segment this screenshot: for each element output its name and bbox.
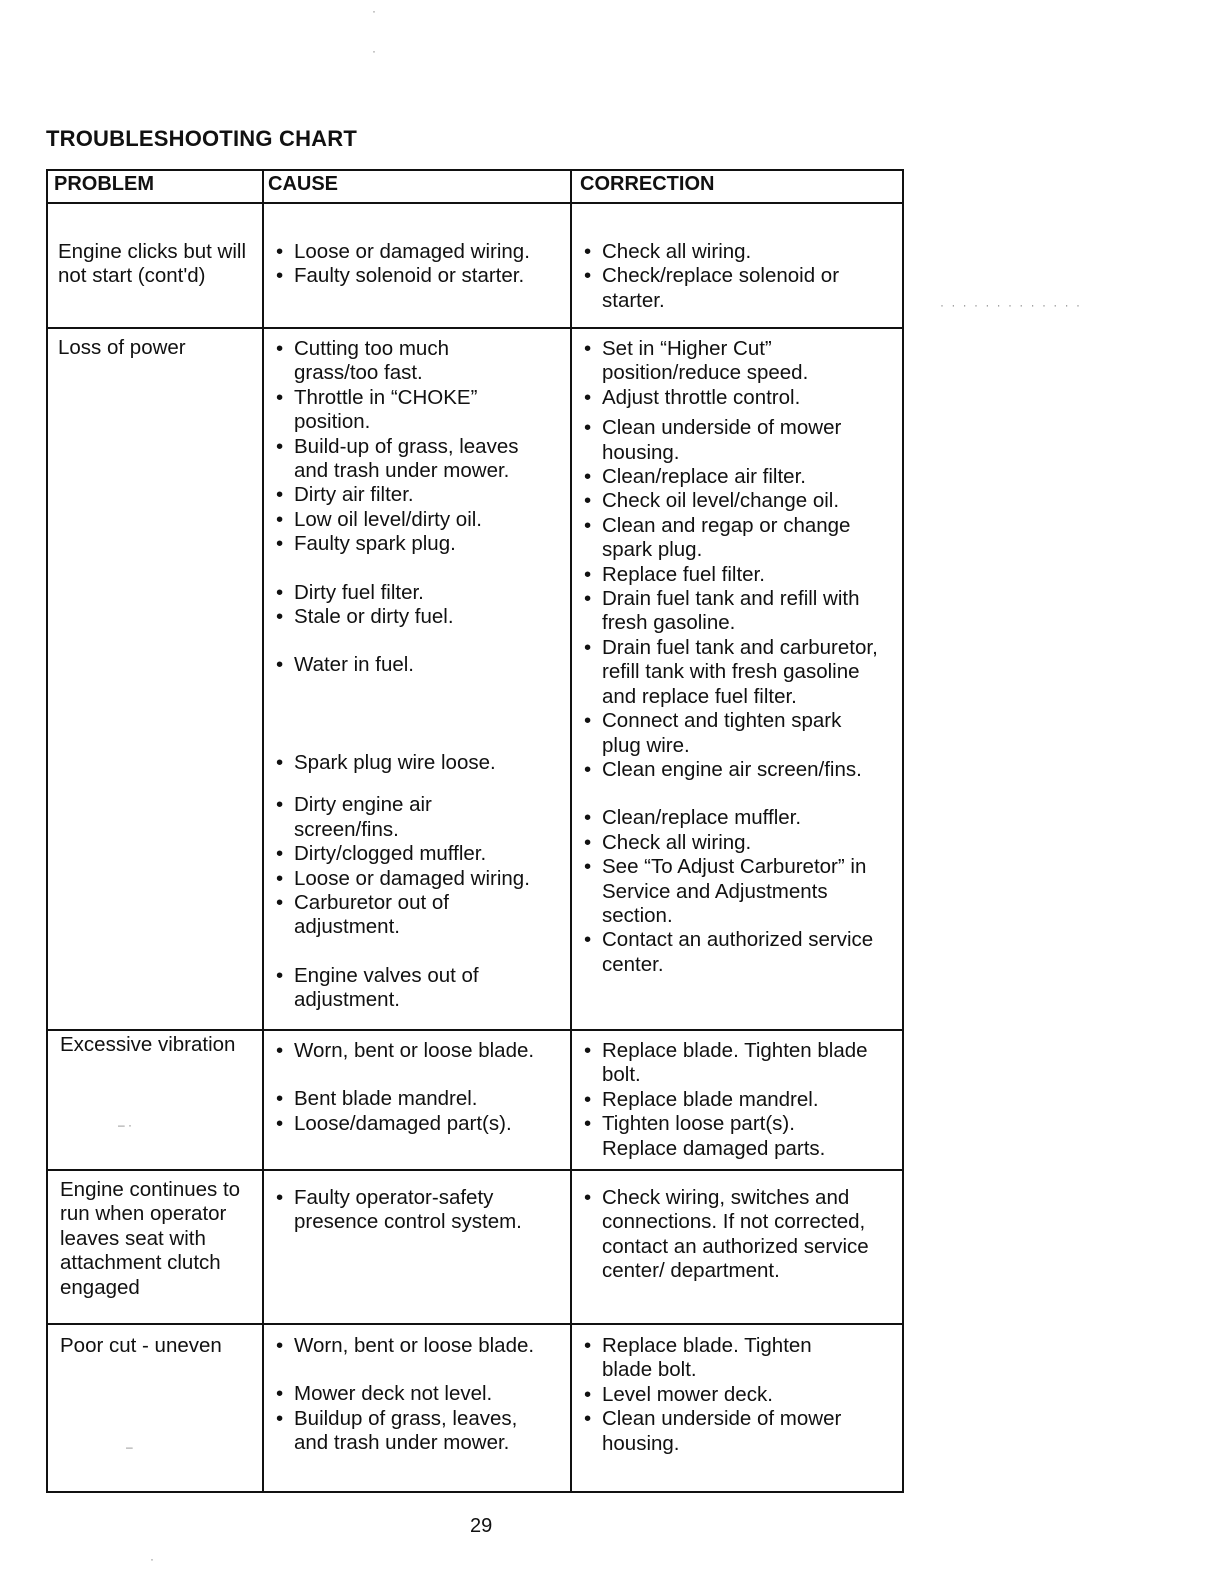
scan-speck: – · [118,1118,133,1132]
row-divider-4 [46,1323,904,1325]
correction-item: • Clean underside of mower housing. [580,1407,872,1456]
cause-item: • Loose or damaged wiring. [272,240,562,264]
correction-cell [580,337,896,977]
correction-item: • Drain fuel tank and refill with fresh gasoline. [580,587,902,636]
problem-cell: Excessive vibration [60,1033,236,1056]
correction-item: • Check all wiring. [580,240,896,264]
cause-item: • Build-up of grass, leaves and trash under mower. [272,435,554,484]
page-title: TROUBLESHOOTING CHART [46,126,357,151]
scan-speck: · [372,4,376,18]
correction-item: • Clean and regap or change spark plug. [580,514,882,563]
problem-cell: Engine continues to run when operator leaves seat with attachment clutch engaged [60,1178,241,1299]
problem-cell: Engine clicks but will not start (cont'd) [58,240,246,288]
correction-item: • Check all wiring. [580,831,896,855]
cause-item: • Loose/damaged part(s). [272,1112,562,1136]
correction-item: • Clean/replace muffler. [580,806,896,830]
header-cause: CAUSE [268,173,339,195]
row-divider-3 [46,1169,904,1171]
correction-item: • Tighten loose part(s). Replace damaged parts. [580,1112,852,1161]
header-underline [46,202,904,204]
scan-speck: · [372,44,376,58]
table-border-bottom [46,1491,904,1493]
table-border-top [46,169,904,171]
correction-item: • Replace fuel filter. [580,563,896,587]
cause-item: • Bent blade mandrel. [272,1087,562,1111]
correction-item: • Replace blade. Tighten blade bolt. [580,1334,862,1383]
cause-item: • Engine valves out of adjustment. [272,964,514,1013]
problem-cell: Loss of power [58,336,186,359]
cause-cell [272,1334,562,1456]
page-number: 29 [470,1515,493,1537]
cause-item: • Dirty air filter. [272,483,562,507]
cause-item: • Faulty solenoid or starter. [272,264,562,288]
scan-speck: · [150,1552,154,1566]
correction-item: • Clean/replace air filter. [580,465,896,489]
cause-item: • Dirty engine air screen/fins. [272,793,484,842]
correction-item: • Adjust throttle control. [580,386,896,410]
scan-speck: · · · · · · · · · · · · · [940,298,1082,312]
correction-item: • Clean engine air screen/fins. [580,758,896,782]
cause-item: • Low oil level/dirty oil. [272,508,562,532]
correction-item: • Check oil level/change oil. [580,489,896,513]
correction-item: • Drain fuel tank and carburetor, refill tank with fresh gasoline and replace fuel filter. [580,636,892,709]
row-divider-2 [46,1029,904,1031]
cause-item: • Worn, bent or loose blade. [272,1039,562,1063]
cause-item: • Cutting too much grass/too fast. [272,337,484,386]
table-border-left [46,169,48,1493]
cause-item: • Water in fuel. [272,653,562,677]
cause-item: • Loose or damaged wiring. [272,867,562,891]
problem-cell: Poor cut - uneven [60,1334,222,1357]
correction-item: • Replace blade. Tighten blade bolt. [580,1039,902,1088]
header-problem: PROBLEM [54,173,154,195]
scan-speck: – [126,1440,133,1454]
correction-item: • See “To Adjust Carburetor” in Service and Adjustments section. [580,855,902,928]
cause-item: • Spark plug wire loose. [272,751,562,775]
table-border-right [902,169,904,1493]
correction-cell [580,1334,896,1456]
cause-cell [272,1186,562,1235]
correction-cell [580,240,896,313]
cause-item: • Worn, bent or loose blade. [272,1334,562,1358]
correction-item: • Replace blade mandrel. [580,1088,896,1112]
cause-cell [272,240,562,289]
correction-item: • Connect and tighten spark plug wire. [580,709,872,758]
cause-item: • Stale or dirty fuel. [272,605,562,629]
cause-item: • Faulty spark plug. [272,532,562,556]
cause-cell [272,1039,562,1136]
cause-item: • Faulty operator-safety presence control system. [272,1186,554,1235]
table-divider-col2 [570,169,572,1493]
cause-item: • Carburetor out of adjustment. [272,891,544,940]
row-divider-1 [46,327,904,329]
correction-item: • Check/replace solenoid or starter. [580,264,862,313]
cause-item: • Dirty/clogged muffler. [272,842,562,866]
correction-item: • Set in “Higher Cut” position/reduce speed. [580,337,862,386]
correction-cell [580,1039,896,1161]
cause-item: • Dirty fuel filter. [272,581,562,605]
correction-item: • Contact an authorized service center. [580,928,882,977]
header-correction: CORRECTION [580,173,715,195]
cause-item: • Buildup of grass, leaves, and trash under mower. [272,1407,554,1456]
cause-cell [272,337,562,1013]
correction-cell [580,1186,896,1284]
cause-item: • Throttle in “CHOKE” position. [272,386,554,435]
cause-item: • Mower deck not level. [272,1382,562,1406]
correction-item: • Level mower deck. [580,1383,896,1407]
correction-item: • Clean underside of mower housing. [580,416,872,465]
correction-item: • Check wiring, switches and connections. If not corrected, contact an authorized service center/ department. [580,1186,892,1284]
table-divider-col1 [262,169,264,1493]
